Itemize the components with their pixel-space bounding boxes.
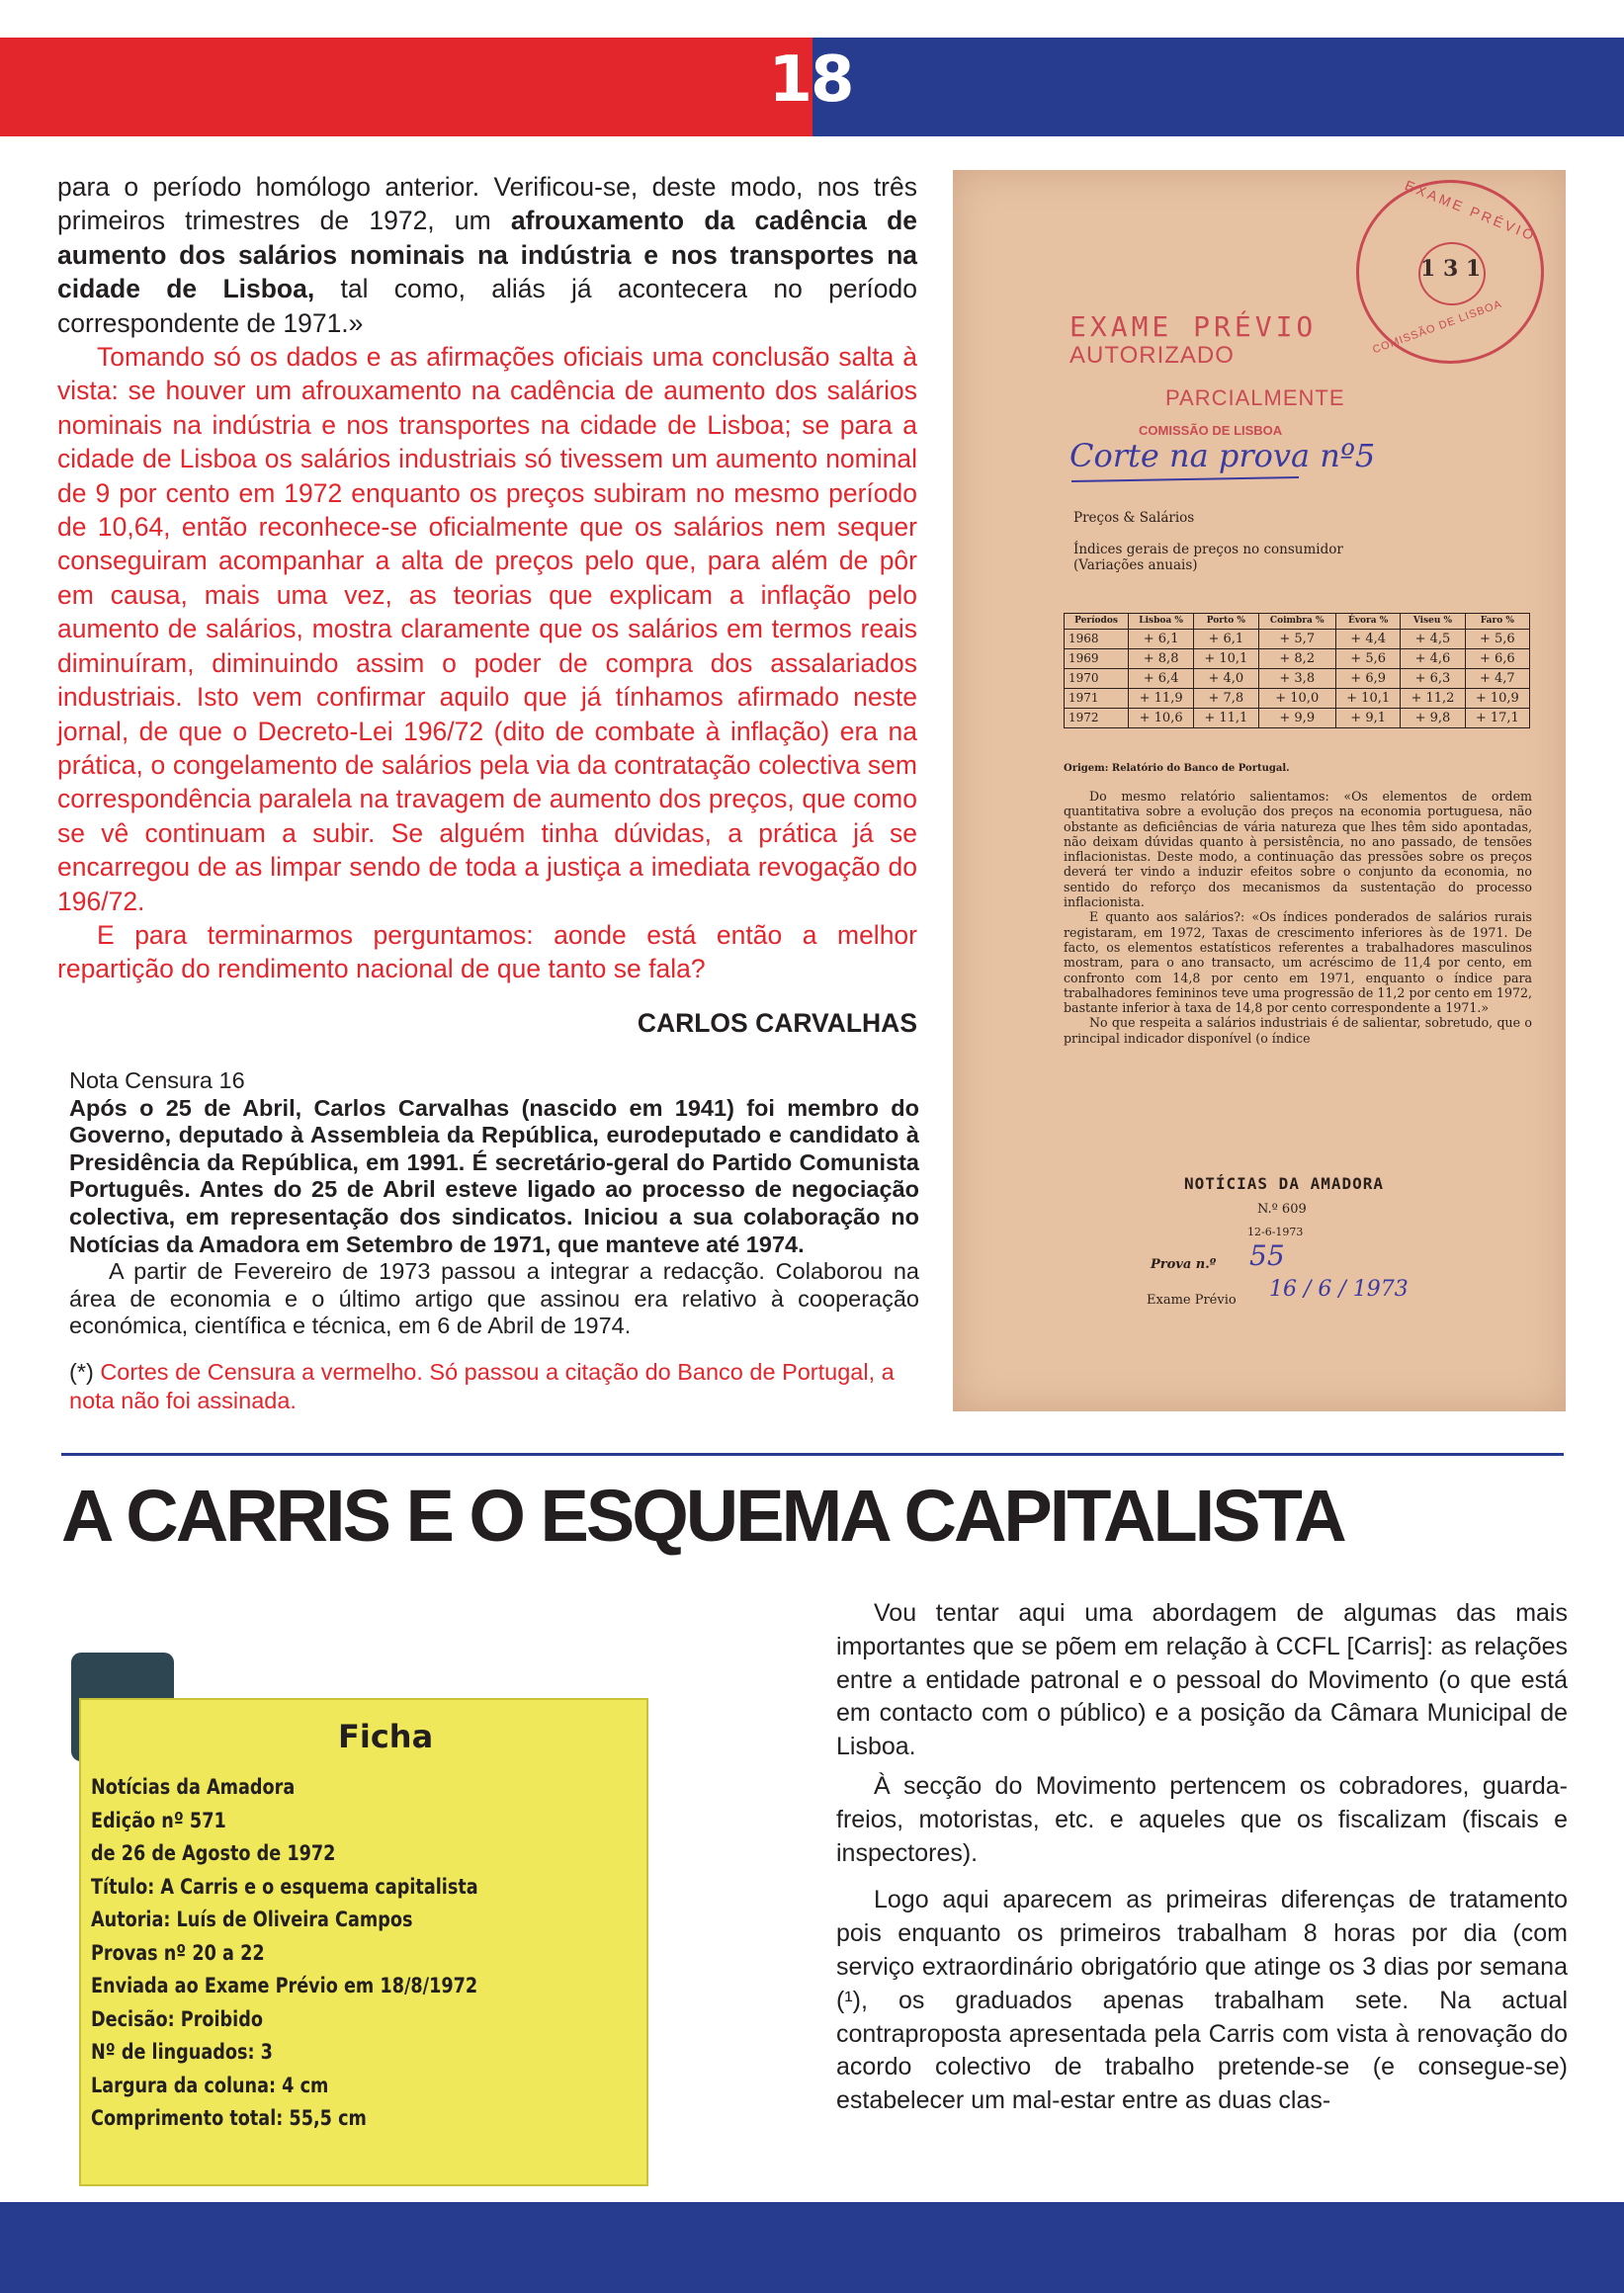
table-cell: + 4,6 [1401,649,1465,669]
stamp-prova-label: Prova n.º [1151,1257,1217,1272]
table-cell: + 17,1 [1465,709,1529,728]
table-cell: + 6,3 [1401,669,1465,689]
note-bold-paragraph: Após o 25 de Abril, Carlos Carvalhas (nascido em 1941) foi membro do Governo, deputado à Assembleia da República, eurodeputado e candidato à Presidência da República, em 1991. É secretário-geral do Partido Comunista Português. Antes do 25 de Abril esteve ligado ao processo de negociação colectiva, em representação dos sindicatos. Iniciou a sua colaboração no Notícias da Amadora em Setembro de 1971, que manteve até 1974. [69,1094,919,1257]
article-paragraph [57,340,917,918]
table-header: Évora % [1336,614,1401,630]
table-header: Lisboa % [1129,614,1194,630]
table-cell: + 6,6 [1465,649,1529,669]
exame-previo-stamp: EXAME PRÉVIO [1069,310,1318,343]
ficha-line: Decisão: Proibido [91,2006,263,2032]
footnote-marker: (*) [69,1359,94,1385]
table-header: Viseu % [1401,614,1465,630]
ficha-box [79,1698,648,2186]
article2-paragraph: Vou tentar aqui uma abordagem de algumas das mais importantes que se põem em relação à CCFL [Carris]: as relações entre a entidade patronal e o pessoal do Movimento (o que está em contacto com o público) e a posição da Câmara Municipal de Lisboa. [836,1599,1568,1761]
parcialmente-stamp: PARCIALMENTE [1165,385,1345,410]
table-cell: + 6,4 [1129,669,1194,689]
table-row [1065,689,1530,709]
article2-paragraph: Logo aqui aparecem as primeiras diferenças de tratamento pois enquanto os primeiros trabalham 8 horas por dia (com serviço extraordinário obrigatório que atinge os 3 dias por semana (¹), os graduados apenas trabalham sete. Na actual contraproposta apresentada pela Carris com vista à renovação do acordo colectivo de trabalho pretende-se (e consegue-se) estabelecer um mal-estar entre as duas clas- [836,1886,1568,2115]
ficha-line: Enviada ao Exame Prévio em 18/8/1972 [91,1974,478,1998]
table-cell: + 11,9 [1129,689,1194,709]
section-divider [61,1453,1564,1456]
ficha-list [91,1771,478,2136]
text-run: Tomando só os dados e as afirmações oficiais uma conclusão salta à vista: se houver um afrouxamento na cadência de aumento dos salários nominais na indústria e nos transportes na cidade de Lisboa; se para a cidade de Lisboa os salários industriais só tivessem um aumento nominal de 9 por cento em 1972 enquanto os preços subiram no mesmo período de 10,64, então reconhece-se oficialmente que os salários nem sequer conseguiram acompanhar a alta de preços pelo que, para além de pôr em causa, mais uma vez, as teorias que explicam a inflação pelo aumento de salários, mostra claramente que os salários em termos reais diminuíram, diminuindo assim o poder de compra dos assalariados industriais. Isto vem confirmar aquilo que já tínhamos afirmado neste jornal, de que o Decreto-Lei 196/72 (dito de combate à inflação) era na prática, o congelamento de salários pela via da contratação colectiva sem correspondência paralela na travagem de aumento dos preços, que como se vê continuam a subir. Se alguém tinha dúvidas, a prática já se encarregou de as limpar sendo de toda a justiça a imediata revogação do 196/72. [57,342,917,916]
stamp-ring-bottom: COMISSÃO DE LISBOA [1371,297,1504,357]
table-cell: 1971 [1065,689,1129,709]
table-header: Porto % [1194,614,1258,630]
table-cell: + 4,4 [1336,630,1401,649]
ficha-line: Autoria: Luís de Oliveira Campos [91,1908,413,1932]
article-paragraph [57,918,917,986]
table-cell: + 4,0 [1194,669,1258,689]
proof-paragraph: No que respeita a salários industriais é de salientar, sobretudo, que o principal indicador disponível (o índice [1064,1015,1532,1046]
footnote [69,1358,919,1414]
stamp-exame-label: Exame Prévio [1147,1293,1237,1308]
article-headline: A CARRIS E O ESQUEMA CAPITALISTA [61,1475,1344,1557]
article-text-column [57,170,917,1040]
table-cell: + 11,1 [1194,709,1258,728]
ficha-line: de 26 de Agosto de 1972 [91,1841,336,1866]
text-run: afrouxamento da cadência de aumento dos salários nominais na indústria e nos transportes na cidade de Lisboa, [57,206,917,304]
proof-subheading: (Variações anuais) [1073,557,1198,573]
ficha-line: Provas nº 20 a 22 [91,1940,265,1966]
table-header: Faro % [1465,614,1529,630]
ficha-line: Título: A Carris e o esquema capitalista [91,1874,478,1900]
note-title: Nota Censura 16 [69,1067,245,1093]
stamp-prova-value: 55 [1249,1239,1285,1272]
table-cell: + 11,2 [1401,689,1465,709]
article2-text-column [836,1597,1568,2124]
ficha-line: Edição nº 571 [91,1808,226,1833]
footnote-text: Cortes de Censura a vermelho. Só passou a citação do Banco de Portugal, a nota não foi assinada. [69,1359,895,1413]
table-cell: + 10,6 [1129,709,1194,728]
stamp-ring-top: EXAME PRÉVIO [1403,177,1539,244]
author-signature: CARLOS CARVALHAS [637,1007,917,1038]
table-cell: + 8,8 [1129,649,1194,669]
table-row [1065,669,1530,689]
censorship-note [69,1067,919,1340]
censor-round-stamp [1356,177,1544,364]
table-cell: 1970 [1065,669,1129,689]
handwritten-underline [1071,476,1299,482]
stamp-number: 1 3 1 [1420,256,1482,282]
stamp-exame-value: 16 / 6 / 1973 [1269,1277,1409,1302]
table-cell: + 7,8 [1194,689,1258,709]
table-body [1065,630,1530,728]
proof-paragraph: Do mesmo relatório salientamos: «Os elementos de ordem quantitativa sobre a evolução dos preços na economia portuguesa, não obstante as deficiências de vária natureza que lhes têm sido apontadas, não deixam dúvidas quanto à persistência, no ano passado, de tensões inflacionistas. Deste modo, a continuação das pressões sobre os preços deverá ter vindo a induzir efeitos sobre o conjunto da economia, no sentido do reforço dos mecanismos da sustentação do processo inflacionista. [1064,789,1532,910]
table-cell: + 10,9 [1465,689,1529,709]
table-cell: + 4,5 [1401,630,1465,649]
table-header: Coimbra % [1258,614,1336,630]
table-cell: + 3,8 [1258,669,1336,689]
text-run: para o período homólogo anterior. Verificou-se, deste modo, nos três primeiros trimestres de 1972, um [57,172,917,236]
proof-body-text [1064,789,1532,1046]
table-cell: + 4,7 [1465,669,1529,689]
noticias-stamp-title: NOTÍCIAS DA AMADORA [1183,1174,1385,1193]
table-cell: + 6,1 [1129,630,1194,649]
table-row [1065,649,1530,669]
stamp-date-line: 12-6-1973 [1247,1226,1304,1238]
table-cell: + 10,1 [1336,689,1401,709]
table-row [1065,709,1530,728]
article-paragraph [57,170,917,340]
text-run: E para terminarmos perguntamos: aonde está então a melhor repartição do rendimento nacional de que tanto se fala? [57,919,917,984]
comissao-stamp: COMISSÃO DE LISBOA [1139,423,1283,438]
table-cell: + 5,7 [1258,630,1336,649]
ficha-line: Comprimento total: 55,5 cm [91,2106,367,2131]
table-cell: + 8,2 [1258,649,1336,669]
table-cell: + 9,9 [1258,709,1336,728]
table-cell: + 5,6 [1465,630,1529,649]
table-cell: 1972 [1065,709,1129,728]
text-run: tal como, aliás já acontecera no período correspondente de 1971.» [57,274,917,338]
table-cell: + 6,1 [1194,630,1258,649]
table-cell: 1968 [1065,630,1129,649]
proof-heading: Preços & Salários [1073,510,1195,526]
table-cell: 1969 [1065,649,1129,669]
table-cell: + 9,8 [1401,709,1465,728]
table-cell: + 10,0 [1258,689,1336,709]
table-cell: + 6,9 [1336,669,1401,689]
autorizado-stamp: AUTORIZADO [1069,342,1235,369]
table-cell: + 5,6 [1336,649,1401,669]
ficha-line: Notícias da Amadora [91,1775,296,1800]
header-band-red [0,38,812,136]
price-index-table [1064,613,1530,728]
note-paragraph: A partir de Fevereiro de 1973 passou a integrar a redacção. Colaborou na área de economia e o último artigo que assinou era relativo à cooperação económica, científica e técnica, em 6 de Abril de 1974. [69,1258,919,1339]
table-row [1065,630,1530,649]
header-band-blue [812,38,1624,136]
table-header: Períodos [1065,614,1129,630]
table-cell: + 9,1 [1336,709,1401,728]
article2-paragraph: À secção do Movimento pertencem os cobradores, guarda-freios, motoristas, etc. e aqueles que os fiscalizam (fiscais e inspectores). [836,1771,1568,1867]
proof-paragraph: E quanto aos salários?: «Os índices ponderados de salários rurais registaram, em 1972, Taxas de crescimento inferiores às de 1971. De facto, os elementos estatísticos referentes a trabalhadores masculinos mostram, para o ano transacto, um acréscimo de 11,4 por cento, em confronto com 14,8 por cento em 1971, enquanto o índice para trabalhadores femininos teve uma progressão de 11,2 por cento em 1972, bastante inferior à taxa de 14,8 por cento correspondente a 1971.» [1064,909,1532,1016]
ficha-title: Ficha [338,1718,434,1755]
table-origin: Origem: Relatório do Banco de Portugal. [1064,763,1290,774]
footer-band [0,2202,1624,2293]
ficha-line: Largura da coluna: 4 cm [91,2073,329,2098]
proof-subheading: Índices gerais de preços no consumidor [1073,542,1343,557]
table-header-row [1065,614,1530,630]
scanned-proof-image [953,170,1566,1411]
ficha-line: Nº de linguados: 3 [91,2040,273,2065]
page-number: 18 [768,43,853,117]
table-cell: + 10,1 [1194,649,1258,669]
handwritten-note: Corte na prova nº5 [1069,437,1376,474]
stamp-number-line: N.º 609 [1257,1202,1307,1217]
